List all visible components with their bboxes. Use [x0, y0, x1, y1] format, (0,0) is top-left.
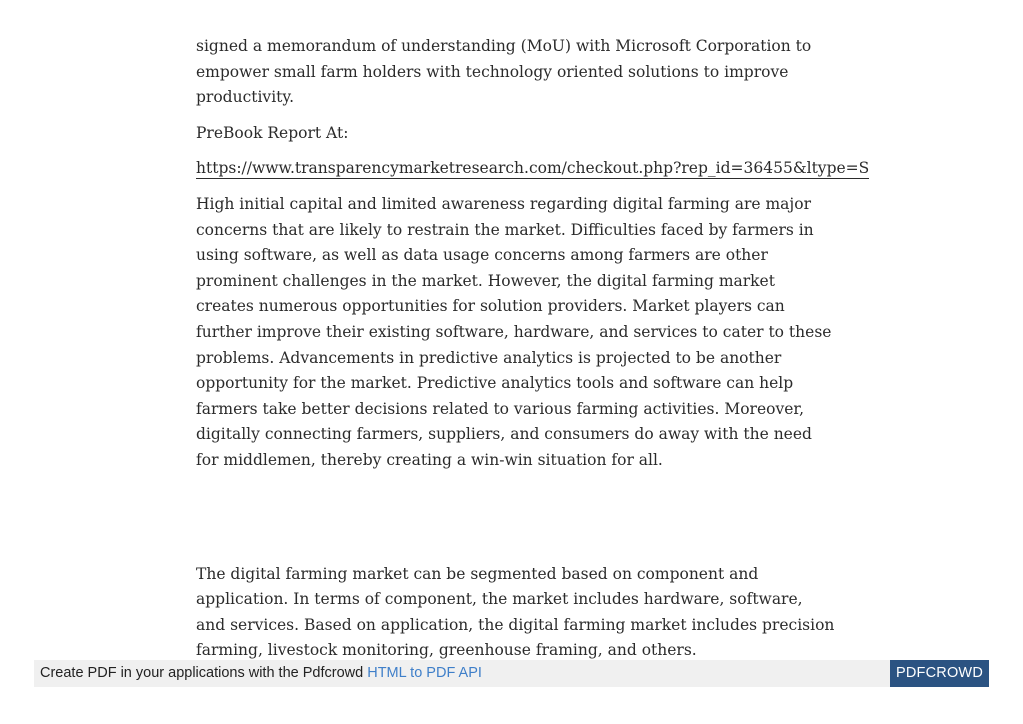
document-body — [196, 34, 870, 674]
prebook-report-link[interactable]: https://www.transparencymarketresearch.com/checkout.php?rep_id=36455&ltype=S — [196, 159, 870, 178]
pdfcrowd-brand-button[interactable]: PDFCROWD — [890, 660, 989, 687]
prebook-label: PreBook Report At: — [196, 123, 349, 142]
segmentation-paragraph: The digital farming market can be segmented based on component and application. In terms of component, the market includes hardware, software, and services. Based on application, the digital farming market includes precision farming, livestock monitoring, greenhouse framing, and others. — [196, 564, 835, 660]
section-spacer — [196, 484, 836, 562]
footer-message: Create PDF in your applications with the Pdfcrowd — [40, 665, 364, 681]
pdfcrowd-footer — [34, 660, 989, 687]
html-to-pdf-api-link[interactable]: HTML to PDF API — [367, 665, 482, 681]
footer-text — [40, 665, 482, 681]
intro-paragraph: signed a memorandum of understanding (MoU) with Microsoft Corporation to empower small farm holders with technology oriented solutions to improve productivity. — [196, 37, 812, 107]
prebook-link-paragraph — [196, 156, 870, 182]
challenges-paragraph: High initial capital and limited awareness regarding digital farming are major concerns that are likely to restrain the market. Difficulties faced by farmers in using software, as well as data usage concerns among farmers are other prominent challenges in the market. However, the digital farming market creates numerous opportunities for solution providers. Market players can further improve their existing software, hardware, and services to cater to these problems. Advancements in predictive analytics is projected to be another opportunity for the market. Predictive analytics tools and software can help farmers take better decisions related to various farming activities. Moreover, digitally connecting farmers, suppliers, and consumers do away with the need for middlemen, thereby creating a win-win situation for all. — [196, 194, 832, 469]
